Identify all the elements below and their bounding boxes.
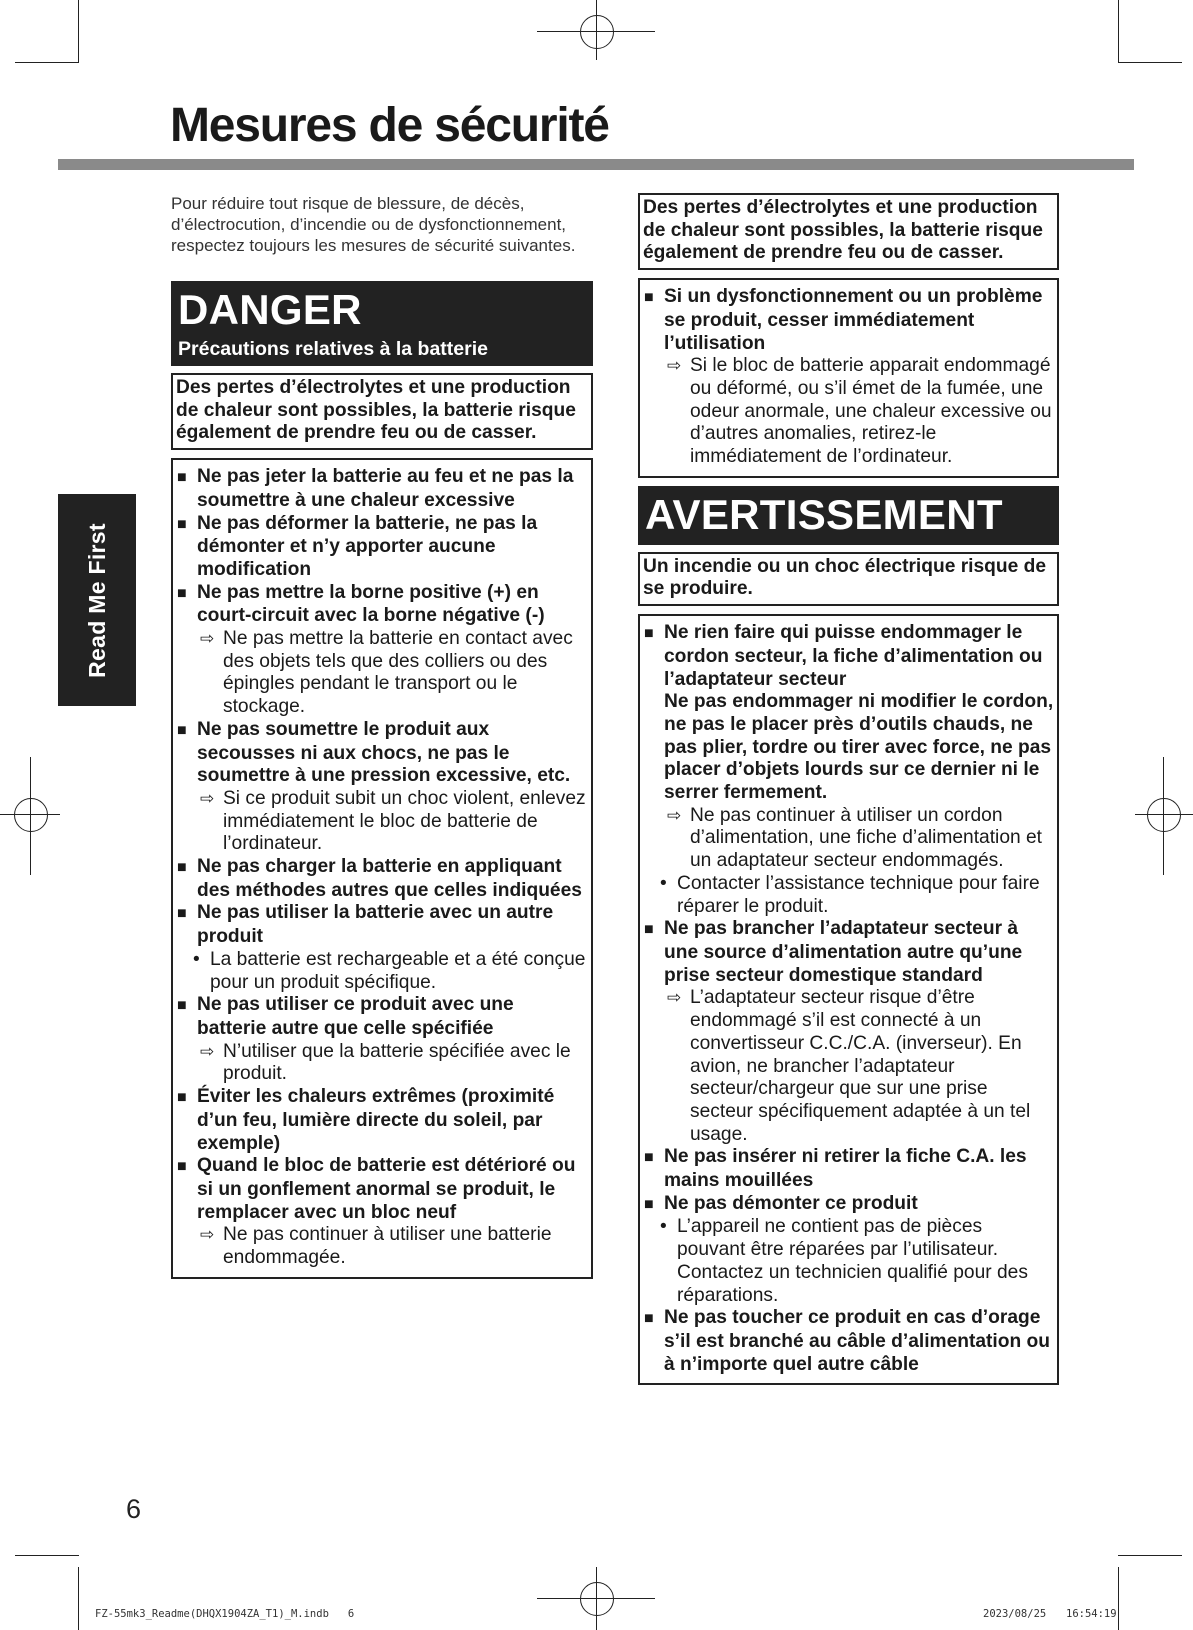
- warning-item-bullet: • Contacter l’assistance technique pour faire réparer le produit.: [660, 873, 1054, 918]
- intro-text: Pour réduire tout risque de blessure, de décès, d’électrocution, d’incendie ou de dysfonctionnement, respectez toujours les mesures de sécurité suivantes.: [171, 194, 576, 255]
- malfunction-item: ■ Si un dysfonctionnement ou un problème se produit, cesser immédiatement l’utilisation: [644, 286, 1054, 355]
- danger-item: ■ Ne pas soumettre le produit aux secousses ni aux chocs, ne pas le soumettre à une pression excessive, etc.: [177, 719, 588, 788]
- footer-date: 2023/08/25: [983, 1608, 1047, 1620]
- danger-subheading: Précautions relatives à la batterie: [178, 338, 488, 360]
- danger-item: ■ Ne pas utiliser ce produit avec une batterie autre que celle spécifiée: [177, 994, 588, 1040]
- warning-header: [638, 486, 1059, 545]
- battery-risk-box: [638, 193, 1059, 270]
- title-rule: [58, 159, 1134, 170]
- warning-item: ■ Ne pas toucher ce produit en cas d’orage s’il est branché au câble d’alimentation ou à n’importe quel autre câble: [644, 1307, 1054, 1376]
- warning-risk-text: Un incendie ou un choc électrique risque de se produire.: [643, 555, 1047, 600]
- danger-item-note: ⇨ N’utiliser que la batterie spécifiée avec le produit.: [200, 1041, 588, 1086]
- danger-risk-text: Des pertes d’électrolytes et une production de chaleur sont possibles, la batterie risque également de prendre feu ou de casser.: [176, 377, 576, 444]
- warning-item: ■ Ne rien faire qui puisse endommager le cordon secteur, la fiche d’alimentation ou l’adaptateur secteur: [644, 622, 1054, 691]
- warning-item-note: ⇨ L’adaptateur secteur risque d’être endommagé s’il est connecté à un convertisseur C.C./C.A. (inverseur). En avion, ne brancher l’adaptateur secteur/chargeur que sur une prise secteur spécifiquement adaptée à un tel usage.: [667, 987, 1054, 1146]
- danger-header: [171, 281, 593, 366]
- danger-item: ■ Éviter les chaleurs extrêmes (proximité d’un feu, lumière directe du soleil, par exemple): [177, 1086, 588, 1155]
- danger-heading: DANGER: [178, 286, 362, 333]
- danger-item-note: ⇨ Ne pas continuer à utiliser une batterie endommagée.: [200, 1224, 588, 1269]
- warning-item-bullet: • L’appareil ne contient pas de pièces pouvant être réparées par l’utilisateur. Contactez un technicien qualifié pour des réparations.: [660, 1216, 1054, 1307]
- page-title: Mesures de sécurité: [170, 99, 609, 152]
- warning-item: ■ Ne pas insérer ni retirer la fiche C.A. les mains mouillées: [644, 1146, 1054, 1192]
- malfunction-box: [638, 278, 1059, 478]
- danger-item: ■ Ne pas jeter la batterie au feu et ne pas la soumettre à une chaleur excessive: [177, 466, 588, 512]
- danger-item: ■ Quand le bloc de batterie est détérioré ou si un gonflement anormal se produit, le remplacer avec un bloc neuf: [177, 1155, 588, 1224]
- warning-risk-box: [638, 552, 1059, 606]
- danger-item-note: ⇨ Si ce produit subit un choc violent, enlevez immédiatement le bloc de batterie de l’ordinateur.: [200, 788, 588, 856]
- page-number: 6: [126, 1494, 142, 1524]
- danger-item: ■ Ne pas charger la batterie en appliquant des méthodes autres que celles indiquées: [177, 856, 588, 902]
- danger-item: ■ Ne pas mettre la borne positive (+) en court-circuit avec la borne négative (-): [177, 582, 588, 628]
- side-tab-label: Read Me First: [83, 522, 110, 678]
- side-tab: [58, 494, 136, 706]
- warning-item-note: ⇨ Ne pas continuer à utiliser un cordon d’alimentation, une fiche d’alimentation et un adaptateur secteur endommagés.: [667, 805, 1054, 873]
- warning-heading: AVERTISSEMENT: [645, 490, 1003, 538]
- warning-item: ■ Ne pas brancher l’adaptateur secteur à une source d’alimentation autre qu’une prise secteur domestique standard: [644, 918, 1054, 987]
- left-column: [171, 193, 593, 1287]
- footer-filename: FZ-55mk3_Readme(DHQX1904ZA_T1)_M.indb 6: [95, 1608, 355, 1620]
- footer-time: 16:54:19: [1066, 1608, 1117, 1620]
- danger-precautions-box: [171, 458, 593, 1279]
- danger-item-note: ⇨ Ne pas mettre la batterie en contact avec des objets tels que des colliers ou des épingles pendant le transport ou le stockage.: [200, 628, 588, 719]
- danger-item: ■ Ne pas utiliser la batterie avec un autre produit: [177, 902, 588, 948]
- malfunction-note: ⇨ Si le bloc de batterie apparait endommagé ou déformé, ou s’il émet de la fumée, une odeur anormale, une chaleur excessive ou d’autres anomalies, retirez-le immédiatement de l’ordinateur.: [667, 355, 1054, 469]
- battery-risk-text: Des pertes d’électrolytes et une production de chaleur sont possibles, la batterie risque également de prendre feu ou de casser.: [643, 197, 1043, 264]
- right-column: [638, 193, 1059, 1393]
- danger-risk-box: [171, 373, 593, 450]
- warning-item: ■ Ne pas démonter ce produit: [644, 1193, 1054, 1217]
- danger-item-bullet: • La batterie est rechargeable et a été conçue pour un produit spécifique.: [193, 949, 588, 994]
- danger-item: ■ Ne pas déformer la batterie, ne pas la démonter et n’y apporter aucune modification: [177, 513, 588, 582]
- warning-item-continued: Ne pas endommager ni modifier le cordon, ne pas le placer près d’outils chauds, ne pas plier, tordre ou tirer avec force, ne pas placer d’objets lourds sur ce dernier ni le serrer fermement.: [664, 691, 1054, 804]
- warning-precautions-box: [638, 614, 1059, 1385]
